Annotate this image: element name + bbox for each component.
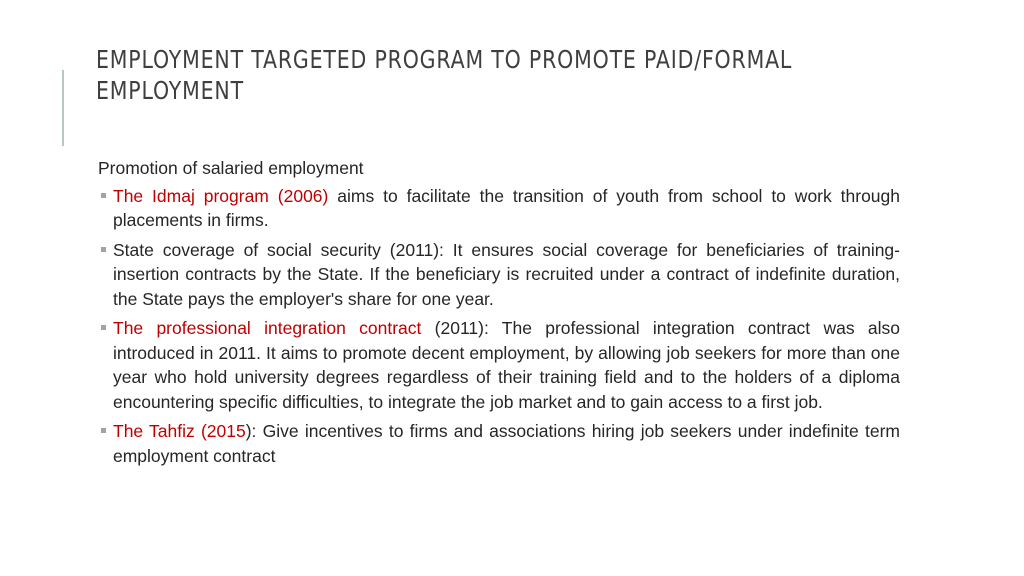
bullet-text-tahfiz: ): Give incentives to firms and associations hiring job seekers under indefinite term employment contract [113,421,900,466]
square-bullet-icon [101,247,106,252]
bullet-text-social-security: State coverage of social security (2011): It ensures social coverage for beneficiaries of training-insertion contracts by the State. If the beneficiary is recruited under a contract of indefinite duration, the State pays the employer's share for one year. [113,239,900,309]
bullet-text-idmaj: aims to facilitate the transition of youth from school to work through placements in firms. [113,185,900,230]
title-accent-bar [62,70,64,146]
section-heading: Promotion of salaried employment [98,158,364,178]
bullet-text-integration-contract: (2011): The professional integration contract was also introduced in 2011. It aims to promote decent employment, by allowing job seekers for more than one year who hold university degrees regardless of their training field and to the holders of a diploma encountering specific difficulties, to integrate the job market and to gain access to a first job. [113,318,900,412]
bullet-item-idmaj [98,184,900,233]
bullet-list [98,184,900,469]
square-bullet-icon [101,428,106,433]
bullet-highlight-integration-contract: The professional integration contract [113,318,422,338]
slide-title-line-1: EMPLOYMENT TARGETED PROGRAM TO PROMOTE PAID/FORMAL [96,45,793,74]
bullet-item-social-security [98,238,900,312]
square-bullet-icon [101,193,106,198]
slide-title [96,44,793,106]
bullet-highlight-idmaj: The Idmaj program (2006) [113,185,329,206]
slide-body [98,156,900,473]
bullet-item-integration-contract [98,316,900,414]
bullet-highlight-tahfiz: The Tahfiz (2015 [113,421,246,441]
slide-title-line-2: EMPLOYMENT [96,76,244,105]
bullet-item-tahfiz [98,419,900,468]
square-bullet-icon [101,325,106,330]
